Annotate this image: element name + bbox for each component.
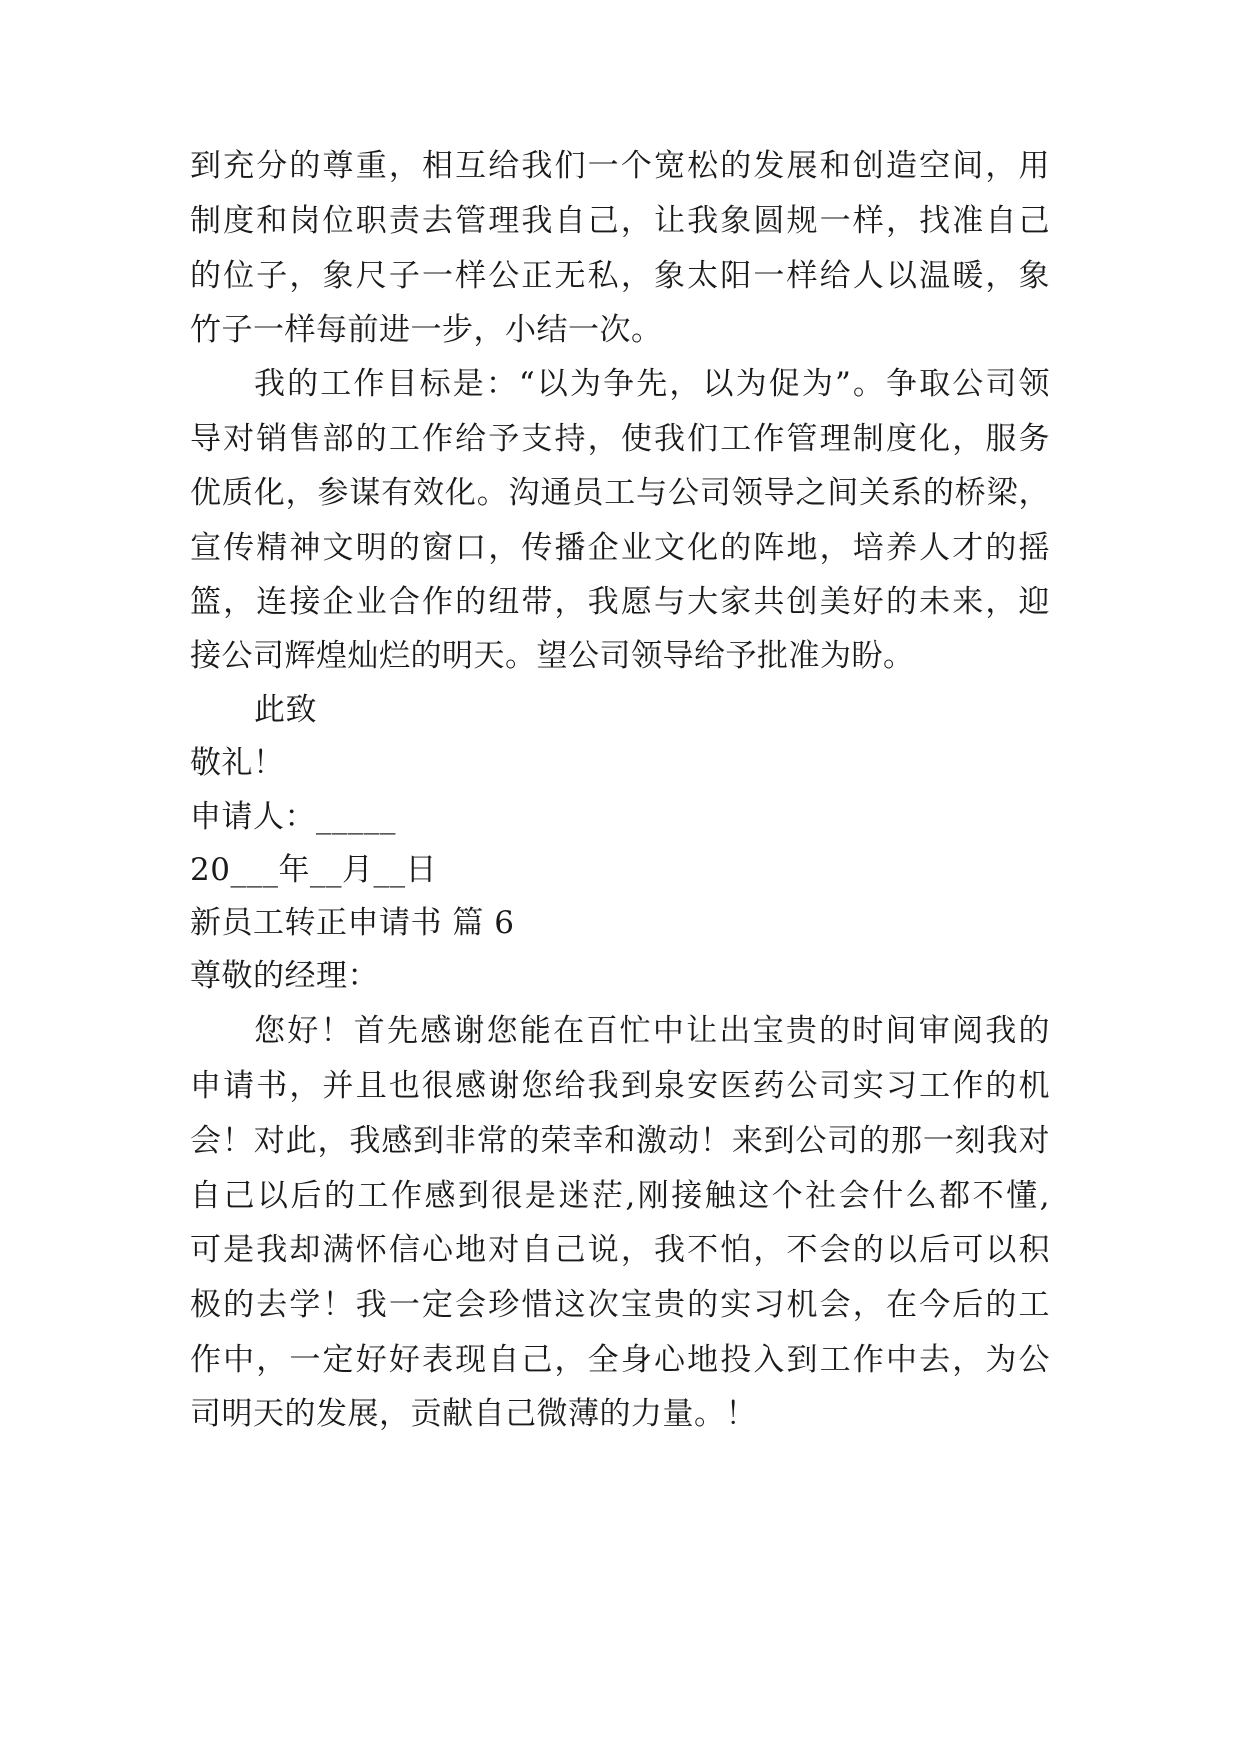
paragraph-1-line-1: 到充分的尊重，相互给我们一个宽松的发展和创造空间，用 bbox=[190, 148, 1050, 184]
salutation: 尊敬的经理： bbox=[190, 958, 379, 994]
paragraph-3-line-7: 作中，一定好好表现自己，全身心地投入到工作中去，为公 bbox=[190, 1342, 1050, 1378]
paragraph-3-line-8: 司明天的发展，贡献自己微薄的力量。！ bbox=[190, 1396, 757, 1432]
paragraph-1-line-2: 制度和岗位职责去管理我自己，让我象圆规一样，找准自己 bbox=[190, 203, 1050, 239]
paragraph-3-line-6: 极的去学！我一定会珍惜这次宝贵的实习机会，在今后的工 bbox=[190, 1287, 1050, 1323]
paragraph-3-line-5: 可是我却满怀信心地对自己说，我不怕，不会的以后可以积 bbox=[190, 1232, 1050, 1268]
paragraph-2-line-4: 宣传精神文明的窗口，传播企业文化的阵地，培养人才的摇 bbox=[190, 530, 1050, 566]
paragraph-3-line-4: 自己以后的工作感到很是迷茫,刚接触这个社会什么都不懂, bbox=[190, 1178, 1050, 1214]
paragraph-2-line-6: 接公司辉煌灿烂的明天。望公司领导给予批准为盼。 bbox=[190, 638, 915, 674]
applicant-signature-line: 申请人：_____ bbox=[190, 799, 396, 835]
paragraph-2-line-5: 篮，连接企业合作的纽带，我愿与大家共创美好的未来，迎 bbox=[190, 584, 1050, 620]
date-line: 20___年__月__日 bbox=[190, 852, 437, 888]
paragraph-2-line-3: 优质化，参谋有效化。沟通员工与公司领导之间关系的桥梁， bbox=[190, 475, 1050, 511]
section-title: 新员工转正申请书 篇 6 bbox=[190, 905, 515, 941]
closing-jing-li: 敬礼！ bbox=[190, 745, 285, 781]
paragraph-3-line-1: 您好！首先感谢您能在百忙中让出宝贵的时间审阅我的 bbox=[254, 1013, 1050, 1049]
paragraph-1-line-3: 的位子，象尺子一样公正无私，象太阳一样给人以温暖，象 bbox=[190, 258, 1050, 294]
closing-ci-zhi: 此致 bbox=[254, 692, 317, 728]
paragraph-2-line-2: 导对销售部的工作给予支持，使我们工作管理制度化，服务 bbox=[190, 421, 1050, 457]
paragraph-3-line-2: 申请书，并且也很感谢您给我到泉安医药公司实习工作的机 bbox=[190, 1068, 1050, 1104]
paragraph-1-line-4: 竹子一样每前进一步，小结一次。 bbox=[190, 312, 663, 348]
paragraph-3-line-3: 会！对此，我感到非常的荣幸和激动！来到公司的那一刻我对 bbox=[190, 1123, 1050, 1159]
paragraph-2-line-1: 我的工作目标是：“以为争先，以为促为”。争取公司领 bbox=[254, 366, 1050, 402]
document-page bbox=[190, 0, 1050, 1754]
